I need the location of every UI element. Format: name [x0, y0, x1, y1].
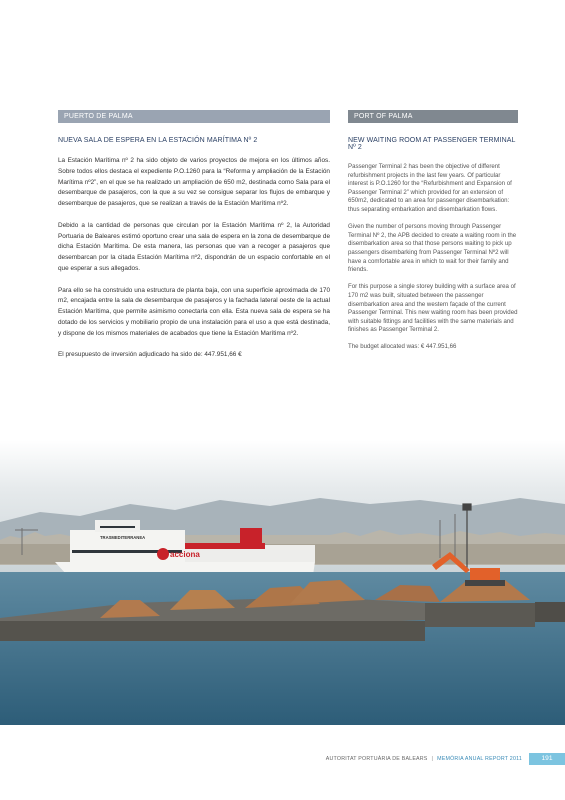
- section-label-es: PUERTO DE PALMA: [58, 110, 330, 123]
- footer-report: MEMÒRIA ANUAL REPORT 2011: [437, 756, 522, 762]
- article-title-es: NUEVA SALA DE ESPERA EN LA ESTACIÓN MARÍTIMA Nº 2: [58, 137, 258, 144]
- paragraph-es-2: Debido a la cantidad de personas que circulan por la Estación Marítima nº 2, la Autoridad Portuaria de Baleares estimó oportuno crear una sala de espera en la zona de desembarque de dicha Estación Marítima. De esta manera, las personas que van a recoger a pasajeros que desembarcan por la citada Estación Marítima nº2, dispondrán de un espacio confortable en el que esperar a sus allegados.: [58, 221, 330, 272]
- ferry-funnel: [240, 528, 262, 543]
- article-title-en: NEW WAITING ROOM AT PASSENGER TERMINAL Nº 2: [348, 137, 516, 151]
- page-footer: [326, 752, 565, 766]
- paragraph-en-4: The budget allocated was: € 447.951,66: [348, 343, 457, 351]
- footer-text: AUTORITAT PORTUÀRIA DE BALEARS | MEMÒRIA ANUAL REPORT 2011: [325, 756, 522, 762]
- english-column: [348, 110, 518, 361]
- paragraph-es-4: El presupuesto de inversión adjudicado ha sido de: 447.951,66 €: [58, 351, 242, 359]
- page-number: 191: [529, 753, 565, 765]
- paragraph-es-1: La Estación Marítima nº 2 ha sido objeto de varios proyectos de mejora en los últimos años. Sobre todos ellos destaca el expediente P.O.1260 para la “Reforma y ampliación de la Estación Marítima nº2”, en el que se ha realizado un ampliación de 650 m2, destinada como Sala para el desembarque de pasajeros, con la que a su vez se consigue separar los flujos de embarque y desembarque de pasajeros, que se realizan a través de la Estación Marítima nº2.: [58, 157, 330, 208]
- paragraph-en-2: Given the number of persons moving through Passenger Terminal Nº 2, the APB decided to create a waiting room in the disembarkation area so that those persons waiting to pick up passengers disembarking from Passenger Terminal Nº2 will have a comfortable area in which to wait for their family and friends.: [348, 223, 517, 274]
- paragraph-en-3: For this purpose a single storey building with a surface area of 170 m2 was built, situated between the passenger disembarkation area and the western façade of the current Passenger Terminal. This new waiting room has been provided with suitable fittings and facilities with the same materials and finishes as Passenger Terminal 2.: [348, 283, 518, 334]
- pier-extension: [425, 603, 535, 627]
- paragraph-es-3: Para ello se ha construido una estructura de planta baja, con una superficie aproximada de 170 m2, encajada entre la sala de desembarque de pasajeros y la fachada lateral oeste de la actual Estación Marítima, que permite asimismo conectarla con ella. Esta nueva sala de espera se ha dotado de los servicios y mobiliario propio de una instalación para el uso a que está destinada, y dispone de los mismos materiales de acabados que tiene la Estación Marítima nº2.: [58, 286, 330, 337]
- breakwater: [535, 602, 565, 622]
- ferry-logo: acciona: [170, 550, 200, 559]
- port-photo: [0, 440, 565, 725]
- section-label-en: PORT OF PALMA: [348, 110, 518, 123]
- paragraph-en-1: Passenger Terminal 2 has been the objective of different refurbishment projects in the last few years. Of particular interest is P.O.1260 for the “Refurbishment and Expansion of Passenger Terminal 2” which provided for an extension of 650m2, dedicated to an area for passenger disembarkation: thus separating embarkation and disembarkation flows.: [348, 163, 512, 213]
- acciona-logo-circle: [157, 548, 169, 560]
- ferry-red-stripe: [185, 543, 265, 549]
- ferry-windows-2: [100, 526, 135, 528]
- ferry-brand: TRASMEDITERRANEA: [100, 535, 146, 540]
- footer-organization: AUTORITAT PORTUÀRIA DE BALEARS: [325, 756, 428, 762]
- pier: [0, 621, 425, 641]
- spanish-column: [58, 110, 330, 372]
